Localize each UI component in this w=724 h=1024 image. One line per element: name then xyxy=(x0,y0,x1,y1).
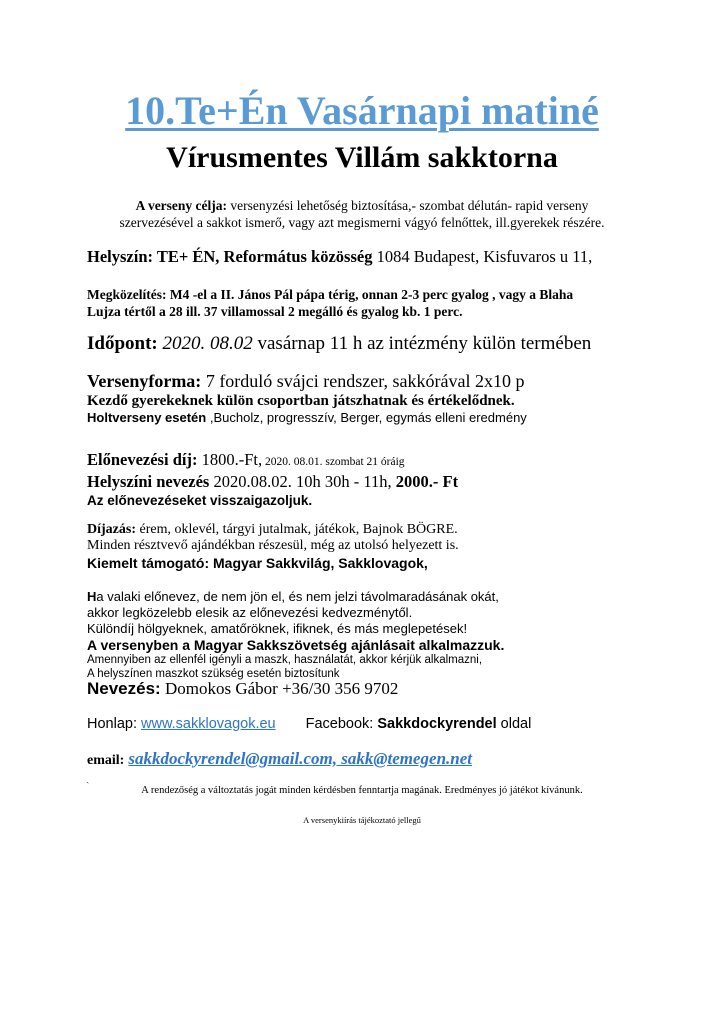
registration-contact: Domokos Gábor +36/30 356 9702 xyxy=(160,679,399,698)
tie-text: ,Bucholz, progresszív, Berger, egymás elleni eredmény xyxy=(206,410,527,425)
notes-line-5: Amennyiben az ellenfél igényli a maszk, használatát, akkor kérjük alkalmazni, xyxy=(87,654,483,666)
notes-line-1: a valaki előnevez, de nem jön el, és nem jelzi távolmaradásának okát, xyxy=(96,589,499,604)
facebook-page-name: Sakkdockyrendel xyxy=(377,716,497,732)
goal-text-1: versenyzési lehetőség biztosítása,- szombat délután- rapid verseny xyxy=(227,198,589,213)
prizes-text: érem, oklevél, tárgyi jutalmak, játékok, Bajnok BÖGRE. xyxy=(136,522,458,537)
notes-line-3: Különdíj hölgyeknek, amatőröknek, ifiknek, és más meglepetések! xyxy=(87,621,468,636)
format-label: Versenyforma: xyxy=(87,371,202,391)
footer-disclaimer: A rendezőség a változtatás jogát minden kérdésben fenntartja magának. Eredményes jó játékot kívánunk. xyxy=(141,785,583,796)
web-section xyxy=(87,716,531,732)
facebook-label: Facebook: xyxy=(305,716,378,732)
prizes-label: Díjazás: xyxy=(87,522,136,537)
sponsor-text: Kiemelt támogató: Magyar Sakkvilág, Sakklovagok, xyxy=(87,555,428,571)
notes-first-letter: H xyxy=(87,589,97,604)
email-label: email: xyxy=(87,753,125,768)
prefee-label: Előnevezési díj: xyxy=(87,450,198,469)
email-section xyxy=(87,749,472,769)
goal-text-2: szervezésével a sakkot ismerő, vagy azt megismerni vágyó felnőttek, ill.gyerekek részére. xyxy=(119,215,605,230)
fees-section xyxy=(87,450,458,509)
notes-line-4: A versenyben a Magyar Sakkszövetség ajánlásait alkalmazzuk. xyxy=(87,637,505,653)
confirm-text: Az előnevezéseket visszaigazoljuk. xyxy=(87,493,313,508)
onsite-amount: 2000.- Ft xyxy=(395,472,459,491)
onsite-label: Helyszíni nevezés xyxy=(87,472,210,491)
time-text: vasárnap 11 h az intézmény külön termében xyxy=(252,333,592,354)
time-date: 2020. 08.02 xyxy=(157,333,253,354)
homepage-label: Honlap: xyxy=(87,716,142,732)
format-section xyxy=(87,370,527,426)
venue-address: 1084 Budapest, Kisfuvaros u 11, xyxy=(372,247,593,266)
notes-section xyxy=(87,589,504,681)
goal-section xyxy=(0,197,724,231)
format-kids: Kezdő gyerekeknek külön csoportban játszhatnak és értékelődnek. xyxy=(87,393,515,409)
page-subtitle: Vírusmentes Villám sakktorna xyxy=(166,141,558,174)
homepage-link[interactable]: www.sakklovagok.eu xyxy=(141,716,276,732)
venue-label: Helyszín: TE+ ÉN, Református közösség xyxy=(87,247,373,266)
facebook-suffix: oldal xyxy=(496,716,532,732)
goal-label: A verseny célja: xyxy=(135,198,228,213)
notes-line-2: akkor legközelebb elesik az előnevezési kedvezménytől. xyxy=(87,605,413,620)
stray-mark: ˏ xyxy=(86,773,90,784)
notes-line-6: A helyszínen maszkot szükség esetén biztosítunk xyxy=(87,668,340,680)
prefee-deadline: 2020. 08.01. szombat 21 óráig xyxy=(262,456,405,468)
format-text: 7 forduló svájci rendszer, sakkórával 2x10 p xyxy=(201,371,525,391)
venue-section xyxy=(87,247,592,267)
time-label: Időpont: xyxy=(87,333,158,354)
time-section xyxy=(87,333,591,355)
tie-label: Holtverseny esetén xyxy=(87,410,207,425)
prizes-section xyxy=(87,522,459,572)
registration-section xyxy=(87,678,398,701)
prefee-amount: 1800.-Ft, xyxy=(197,450,263,469)
page-title: 10.Te+Én Vasárnapi matiné xyxy=(125,88,599,133)
onsite-text: 2020.08.02. 10h 30h - 11h, xyxy=(209,472,396,491)
footer-note: A versenykiírás tájékoztató jellegű xyxy=(303,815,421,825)
approach-line-1: Megközelítés: M4 -el a II. János Pál pápa térig, onnan 2-3 perc gyalog , vagy a Blaha xyxy=(87,287,574,302)
approach-section xyxy=(87,286,573,320)
email-links[interactable]: sakkdockyrendel@gmail.com, sakk@temegen.net xyxy=(128,749,473,768)
registration-label: Nevezés: xyxy=(87,679,161,698)
prizes-line-2: Minden résztvevő ajándékban részesül, még az utolsó helyezett is. xyxy=(87,538,459,553)
approach-line-2: Lujza tértől a 28 ill. 37 villamossal 2 megálló és gyalog kb. 1 perc. xyxy=(87,304,463,319)
